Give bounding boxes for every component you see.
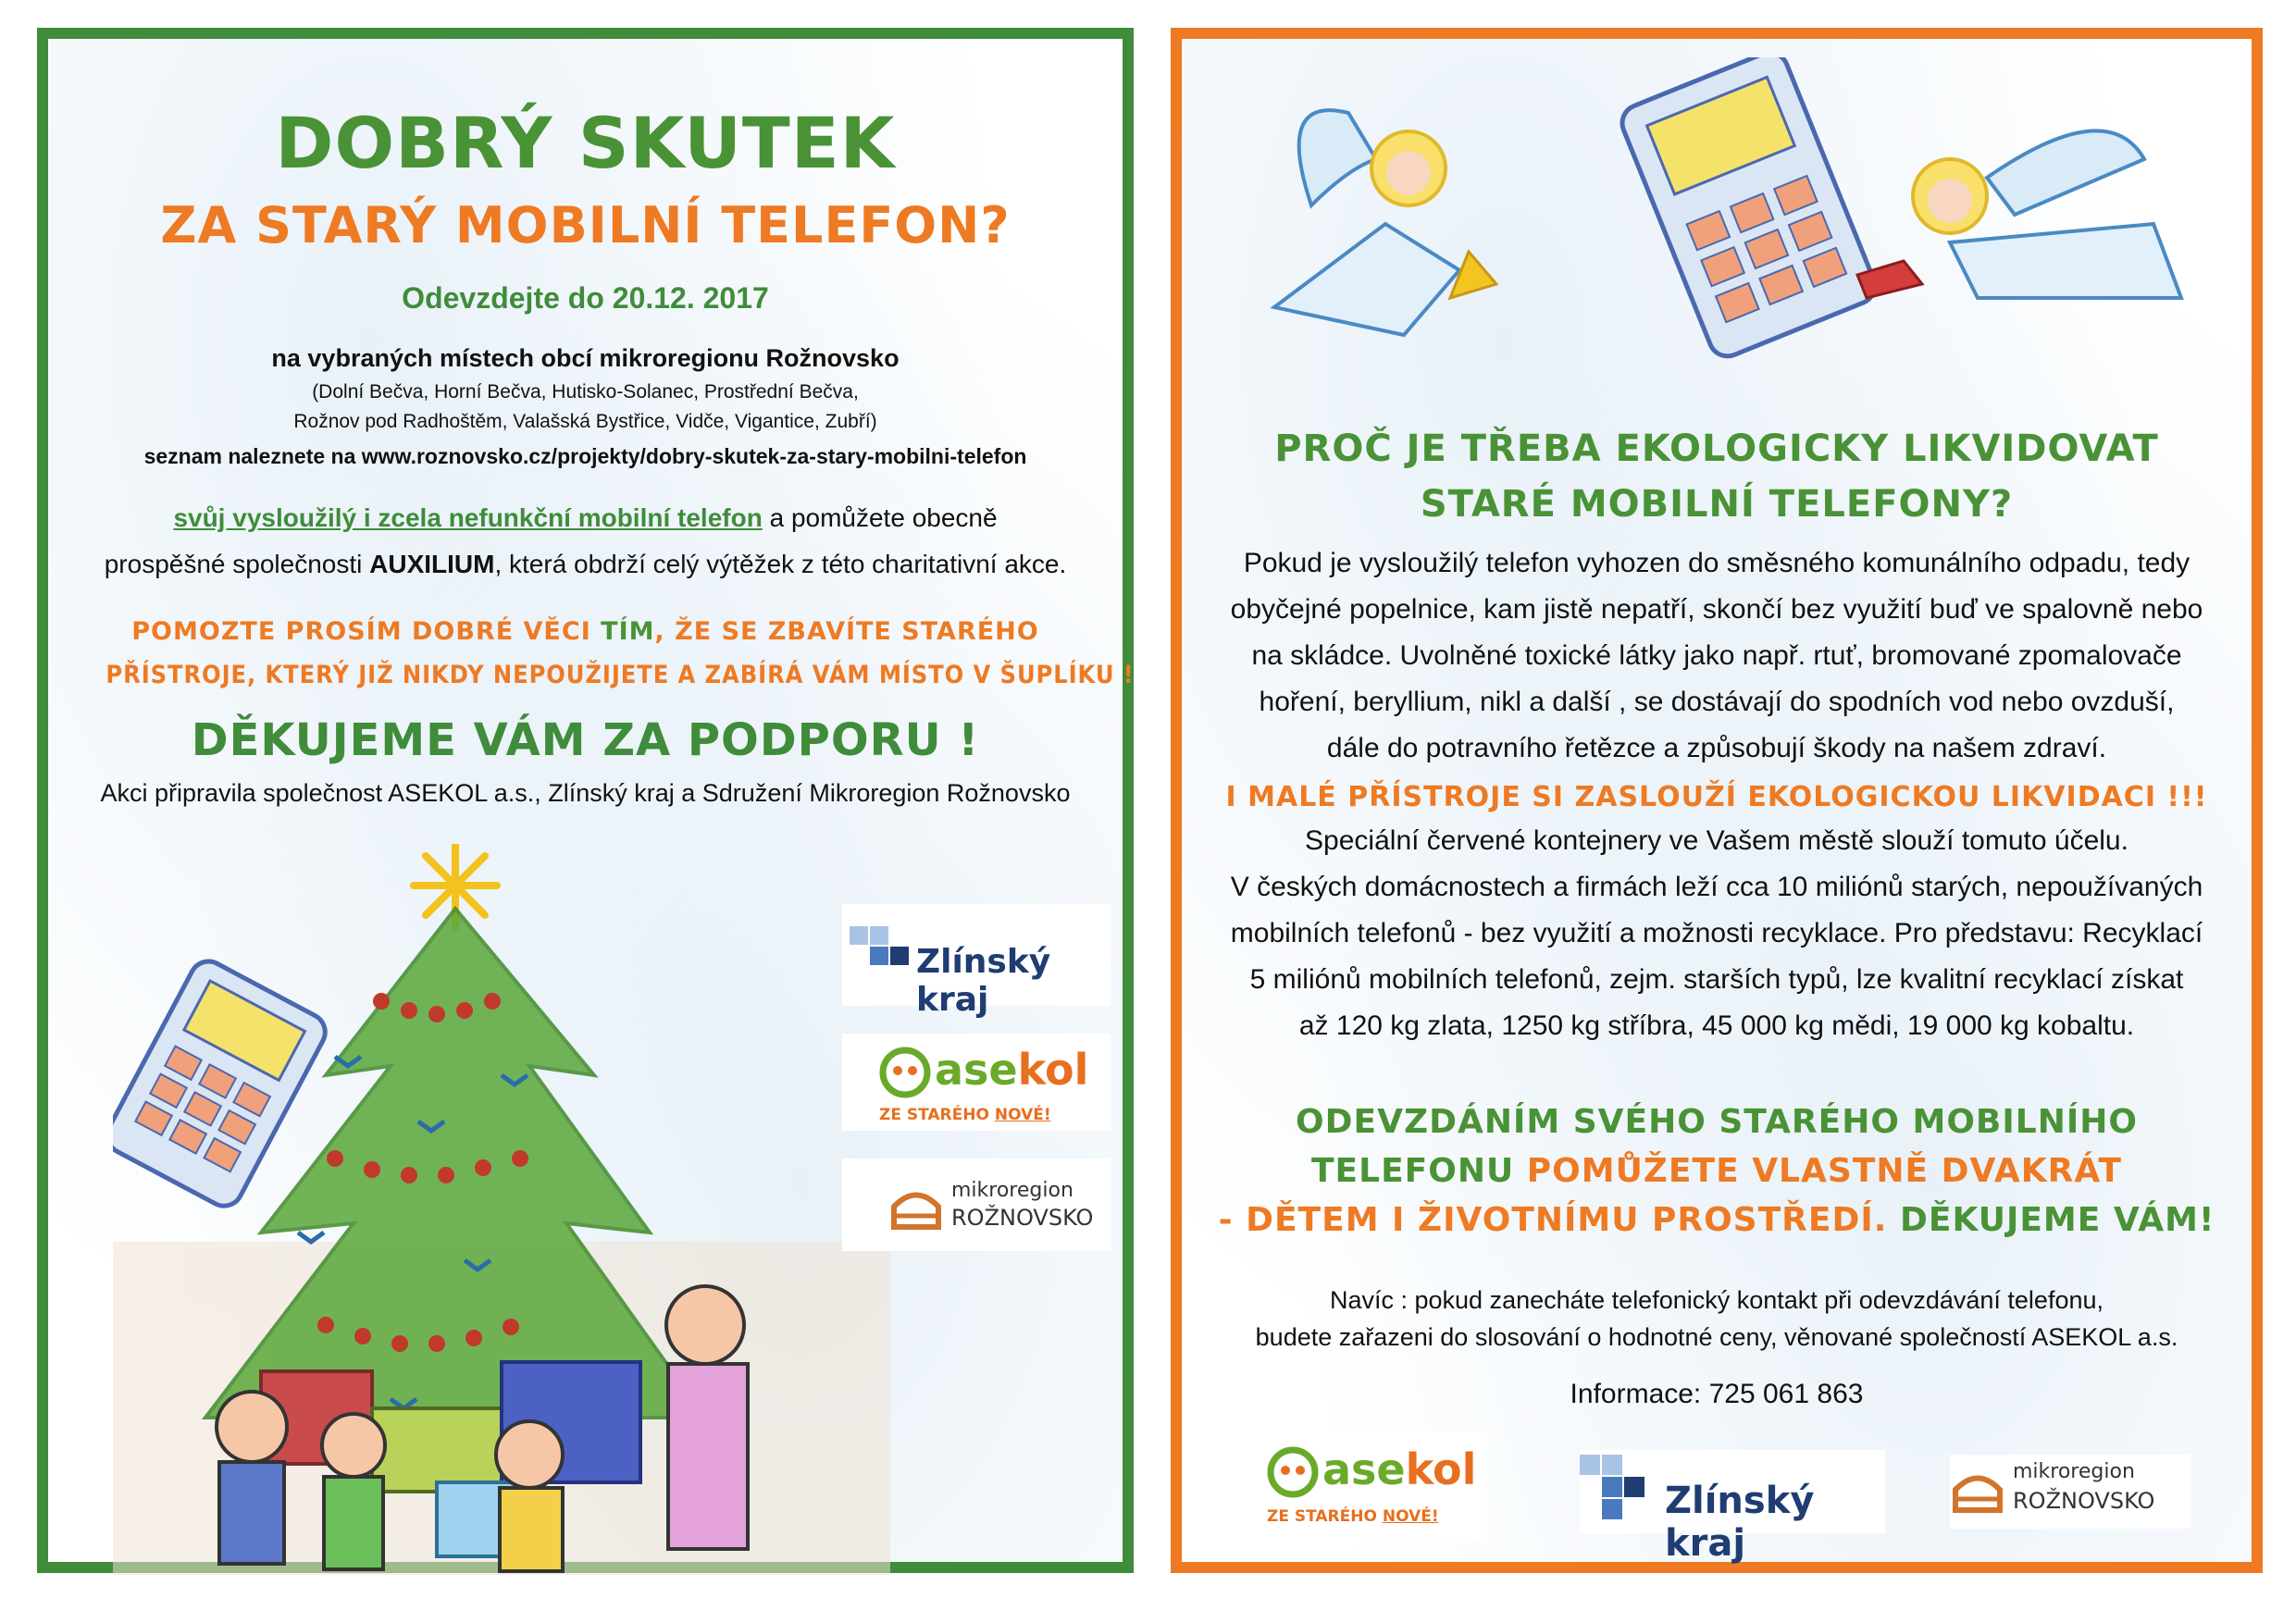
phone-drawing: [113, 955, 331, 1212]
body-line: Pokud je vysloužilý telefon vyhozen do směsného komunálního odpadu, tedy: [1243, 548, 2191, 578]
zlinsky-kraj-logo: [842, 904, 1111, 1019]
zlinsky-kraj-icon: [850, 926, 914, 982]
note-line2: budete zařazeni do slosování o hodnotné ceny, věnované společností ASEKOL a.s.: [1255, 1323, 2178, 1351]
call-to-action-line3: - DĚTEM I ŽIVOTNÍMU PROSTŘEDÍ. DĚKUJEME VÁM!: [1218, 1201, 2215, 1239]
auxilium-name: AUXILIUM: [369, 550, 495, 578]
right-poster: [1171, 28, 2263, 1573]
right-heading-line1: PROČ JE TŘEBA EKOLOGICKY LIKVIDOVAT: [1274, 427, 2159, 470]
places-text: na vybraných místech obcí mikroregionu Rožnovsko: [271, 344, 900, 372]
mikroregion-bottom-text: ROŽNOVSKO: [951, 1205, 1094, 1231]
poster-title-line1: DOBRÝ SKUTEK: [275, 102, 896, 184]
mikroregion-top-text: mikroregion: [2013, 1460, 2135, 1483]
right-angel-drawing: [1857, 130, 2181, 298]
please-b: TÍM: [590, 617, 655, 646]
please-a: POMOZTE PROSÍM DOBRÉ VĚCI: [131, 617, 591, 646]
zlinsky-kraj-text: Zlínský kraj: [916, 943, 1051, 1019]
donation-paragraph-line1: [48, 503, 1123, 533]
angels-phone-drawing: [1219, 57, 2237, 427]
body-line: mobilních telefonů - bez využití a možnosti recyklace. Pro představu: Recyklací: [1230, 918, 2203, 948]
asekol-icon: [877, 1045, 933, 1100]
zlinsky-kraj-logo: [1580, 1450, 1885, 1565]
body-line: V českých domácnostech a firmách leží cca 10 miliónů starých, nepoužívaných: [1230, 872, 2203, 902]
call-to-action-line1: ODEVZDÁNÍM SVÉHO STARÉHO MOBILNÍHO: [1296, 1103, 2138, 1141]
asekol-tagline: ZE STARÉHO NOVÉ!: [1267, 1507, 1439, 1526]
body-line: hoření, beryllium, nikl a další , se dostávají do spodních vod nebo ovzduší,: [1259, 687, 2175, 717]
mikroregion-bottom-text: ROŽNOVSKO: [2013, 1488, 2155, 1514]
mikroregion-icon: [888, 1179, 944, 1234]
para-line2-a: prospěšné společnosti: [104, 550, 370, 578]
asekol-tagline: ZE STARÉHO NOVÉ!: [879, 1106, 1051, 1124]
please-c: , ŽE SE ZBAVÍTE STARÉHO: [654, 617, 1039, 646]
asekol-logo: [842, 1034, 1111, 1131]
para-line2-b: , která obdrží celý výtěžek z této charitativní akce.: [494, 550, 1067, 578]
body-line: Speciální červené kontejnery ve Vašem městě slouží tomuto účelu.: [1305, 825, 2128, 856]
body-line: dále do potravního řetězce a způsobují škody na našem zdraví.: [1326, 733, 2107, 763]
mikroregion-top-text: mikroregion: [951, 1179, 1074, 1202]
mikroregion-logo: [842, 1158, 1111, 1251]
asekol-logo: [1256, 1431, 1487, 1542]
asekol-text: asekol: [935, 1045, 1089, 1095]
left-angel-drawing: [1274, 110, 1496, 335]
asekol-text: asekol: [1322, 1444, 1477, 1494]
mikroregion-logo: [1950, 1455, 2191, 1529]
donation-paragraph-line2: [48, 550, 1123, 579]
christmas-tree-drawing: [113, 844, 890, 1575]
info-phone: Informace: 725 061 863: [1570, 1379, 1864, 1409]
mikroregion-icon: [1950, 1462, 2005, 1518]
left-poster: [37, 28, 1134, 1573]
right-heading-line2: STARÉ MOBILNÍ TELEFONY?: [1420, 483, 2014, 526]
asekol-icon: [1265, 1444, 1321, 1500]
zlinsky-kraj-icon: [1580, 1455, 1654, 1519]
para-rest: a pomůžete obecně: [762, 503, 998, 532]
towns-line2: Rožnov pod Radhoštěm, Valašská Bystřice, Vidče, Vigantice, Zubří): [293, 411, 877, 432]
list-link-text: seznam naleznete na www.roznovsko.cz/projekty/dobry-skutek-za-stary-mobilni-telefon: [143, 444, 1027, 468]
poster-title-line2: ZA STARÝ MOBILNÍ TELEFON?: [160, 196, 1011, 254]
body-line: 5 miliónů mobilních telefonů, zejm. starších typů, lze kvalitní recyklací získat: [1249, 964, 2184, 995]
phone-highlight: svůj vysloužilý i zcela nefunkční mobilní telefon: [173, 503, 763, 532]
phone-drawing: [1617, 57, 1880, 362]
thanks-heading: DĚKUJEME VÁM ZA PODPORU !: [191, 714, 980, 766]
call-to-action-line2: TELEFONU POMŮŽETE VLASTNĚ DVAKRÁT: [1310, 1152, 2122, 1190]
body-line: obyčejné popelnice, kam jistě nepatří, skončí bez využití buď ve spalovně nebo: [1230, 594, 2203, 625]
please-line1: [48, 617, 1123, 646]
credit-text: Akci připravila společnost ASEKOL a.s., Zlínský kraj a Sdružení Mikroregion Rožnovsko: [100, 779, 1071, 807]
body-line: až 120 kg zlata, 1250 kg stříbra, 45 000 kg mědi, 19 000 kg kobaltu.: [1298, 1010, 2135, 1041]
body-line: na skládce. Uvolněné toxické látky jako např. rtuť, bromované zpomalovače: [1251, 640, 2182, 671]
note-line1: Navíc : pokud zanecháte telefonický kontakt při odevzdávání telefonu,: [1329, 1286, 2104, 1314]
deadline-text: Odevzdejte do 20.12. 2017: [402, 281, 769, 315]
please-line2: PŘÍSTROJE, KTERÝ JIŽ NIKDY NEPOUŽIJETE A ZABÍRÁ VÁM MÍSTO V ŠUPLÍKU !: [105, 661, 1135, 689]
small-devices-heading: I MALÉ PŘÍSTROJE SI ZASLOUŽÍ EKOLOGICKOU LIKVIDACI !!!: [1225, 781, 2208, 813]
zlinsky-kraj-text: Zlínský kraj: [1665, 1480, 1815, 1565]
towns-line1: (Dolní Bečva, Horní Bečva, Hutisko-Solanec, Prostřední Bečva,: [312, 381, 859, 403]
